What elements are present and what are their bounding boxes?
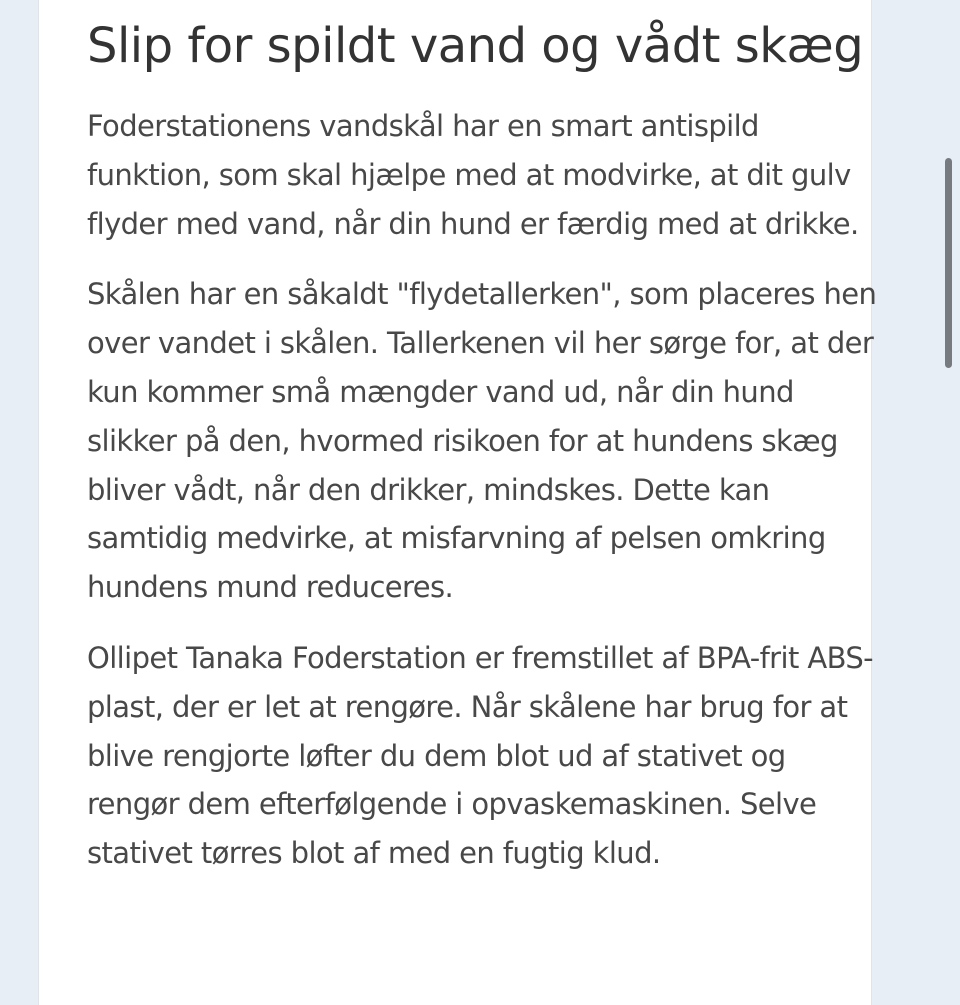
article: [87, 16, 877, 900]
scrollbar-thumb[interactable]: [945, 158, 952, 368]
content-card: [38, 0, 877, 1005]
article-paragraph-3: Ollipet Tanaka Foderstation er fremstillet af BPA-frit ABS-plast, der er let at rengøre. Når skålene har brug for at blive rengjorte løfter du dem blot ud af stativet og rengør dem efterfølgende i opvaskemaskinen. Selve stativet tørres blot af med en fugtig klud.: [87, 640, 874, 871]
article-paragraph-1: Foderstationens vandskål har en smart antispild funktion, som skal hjælpe med at modvirke, at dit gulv flyder med vand, når din hund er færdig med at drikke.: [87, 109, 859, 241]
article-heading: Slip for spildt vand og vådt skæg: [87, 18, 864, 74]
article-paragraph-2: Skålen har en såkaldt "flydetallerken", som placeres hen over vandet i skålen. Tallerkenen vil her sørge for, at der kun kommer små mængder vand ud, når din hund slikker på den, hvormed risikoen for at hundens skæg bliver vådt, når den drikker, mindskes. Dette kan samtidig medvirke, at misfarvning af pelsen omkring hundens mund reduceres.: [87, 277, 877, 605]
